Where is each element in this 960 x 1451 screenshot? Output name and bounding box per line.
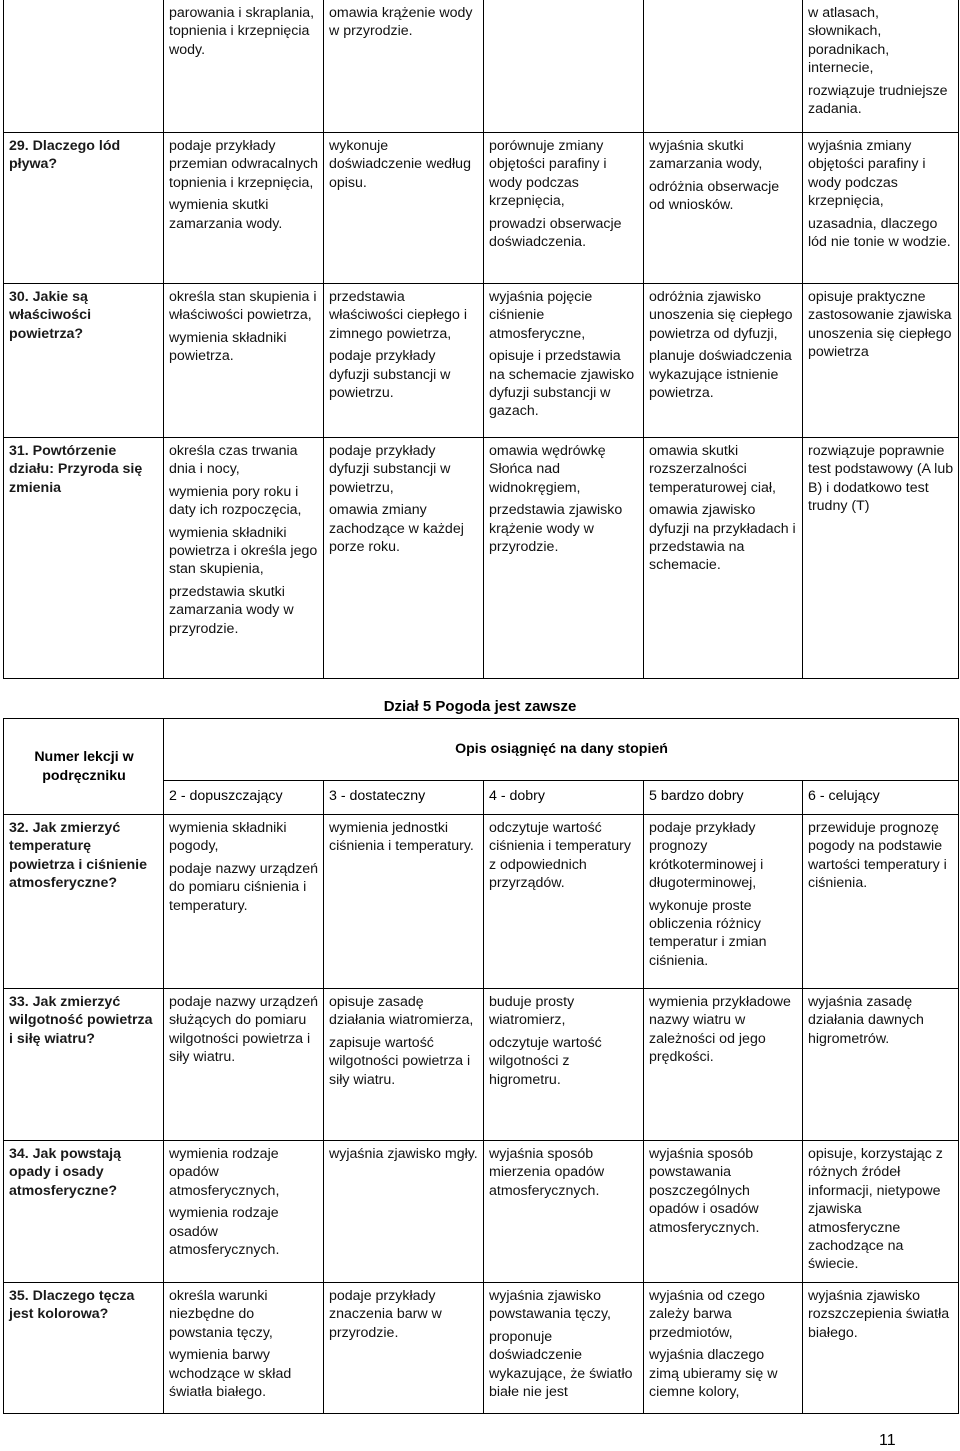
grade-2: 2 - dopuszczający <box>164 781 324 815</box>
requirement-text: omawia krążenie wody w przyrodzie. <box>329 5 473 40</box>
grade-2-cell <box>164 438 324 679</box>
grade-4-cell <box>484 284 644 438</box>
lesson-title: 35. Dlaczego tęcza jest kolorowa? <box>4 1283 164 1414</box>
requirement-text: wyjaśnia zjawisko mgły. <box>329 1146 478 1162</box>
requirement-text: opisuje praktyczne zastosowanie zjawiska unoszenia się ciepłego powietrza <box>808 289 952 361</box>
grade-6-cell <box>803 438 959 679</box>
grade-3-cell <box>324 815 484 989</box>
table-row <box>4 133 959 284</box>
requirement-text: wymienia pory roku i daty ich rozpoczęcia, <box>169 483 302 519</box>
grade-6-cell <box>803 1283 959 1414</box>
curriculum-table-bottom <box>3 718 959 1414</box>
requirement-text: odróżnia zjawisko unoszenia się ciepłego powietrza od dyfuzji, <box>649 289 793 342</box>
grade-6-cell <box>803 815 959 989</box>
requirement-text: wyjaśnia zjawisko rozszczepienia światła białego. <box>808 1288 950 1341</box>
requirement-text: wymienia rodzaje osadów atmosferycznych. <box>169 1205 280 1259</box>
grade-6-cell <box>803 0 959 133</box>
header-row <box>4 719 959 781</box>
grade-3-cell <box>324 1141 484 1283</box>
requirement-text: podaje przykłady znaczenia barw w przyrodzie. <box>329 1288 442 1341</box>
grade-3-cell <box>324 989 484 1141</box>
requirement-text: przedstawia właściwości ciepłego i zimnego powietrza, <box>329 289 467 342</box>
grade-4-cell <box>484 133 644 284</box>
requirement-text: omawia skutki rozszerzalności temperaturowej ciał, <box>649 443 776 496</box>
lesson-title: 31. Powtórzenie działu: Przyroda się zmienia <box>4 438 164 679</box>
lesson-title <box>4 0 164 133</box>
requirement-text: podaje nazwy urządzeń do pomiaru ciśnienia i temperatury. <box>169 860 319 914</box>
requirement-text: wyjaśnia dlaczego zimą ubieramy się w ciemne kolory, <box>649 1347 778 1401</box>
grade-5-cell <box>644 133 803 284</box>
grade-3-cell <box>324 438 484 679</box>
requirement-text: wymienia rodzaje opadów atmosferycznych, <box>169 1146 280 1199</box>
grade-2-cell <box>164 815 324 989</box>
department-title: Dział 5 Pogoda jest zawsze <box>383 698 577 715</box>
requirement-text: rozwiązuje trudniejsze zadania. <box>808 82 948 118</box>
requirement-text: wyjaśnia zjawisko powstawania tęczy, <box>489 1288 611 1323</box>
requirement-text: wykonuje doświadczenie według opisu. <box>329 138 471 191</box>
table-row <box>4 989 959 1141</box>
table-row <box>4 1283 959 1414</box>
grade-2-cell <box>164 133 324 284</box>
grade-2-cell <box>164 1141 324 1283</box>
table-row <box>4 438 959 679</box>
grade-3-cell <box>324 133 484 284</box>
grade-2-cell <box>164 0 324 133</box>
grade-6-cell <box>803 1141 959 1283</box>
requirement-text: zapisuje wartość wilgotności powietrza i siły wiatru. <box>329 1034 471 1088</box>
grade-5-cell <box>644 1141 803 1283</box>
lesson-title: 34. Jak powstają opady i osady atmosferyczne? <box>4 1141 164 1283</box>
requirement-text: w atlasach, słownikach, poradnikach, internecie, <box>808 5 890 77</box>
requirement-text: wyjaśnia zmiany objętości parafiny i wody podczas krzepnięcia, <box>808 138 926 210</box>
grade-5-cell <box>644 815 803 989</box>
requirement-text: wymienia barwy wchodzące w skład światła białego. <box>169 1347 292 1401</box>
grade-6-cell <box>803 133 959 284</box>
table-row <box>4 0 959 133</box>
grade-6-cell <box>803 284 959 438</box>
requirement-text: wyjaśnia sposób powstawania poszczególnych opadów i osadów atmosferycznych. <box>649 1146 760 1236</box>
grade-4-cell <box>484 438 644 679</box>
grade-2-cell <box>164 989 324 1141</box>
requirement-text: opisuje, korzystając z różnych źródeł informacji, nietypowe zjawiska atmosferyczne zachodzące na świecie. <box>808 1146 943 1273</box>
requirement-text: określa stan skupienia i właściwości powietrza, <box>169 289 317 324</box>
header-lesson-number: Numer lekcji w podręczniku <box>4 719 164 815</box>
grade-4: 4 - dobry <box>484 781 644 815</box>
requirement-text: opisuje zasadę działania wiatromierza, <box>329 994 474 1029</box>
requirement-text: rozwiązuje poprawnie test podstawowy (A lub B) i dodatkowo test trudny (T) <box>808 443 954 515</box>
requirement-text: proponuje doświadczenie wykazujące, że światło białe nie jest <box>489 1328 633 1401</box>
requirement-text: odróżnia obserwacje od wniosków. <box>649 178 780 214</box>
requirement-text: przewiduje prognozę pogody na podstawie wartości temperatury i ciśnienia. <box>808 820 947 892</box>
grade-5-cell <box>644 1283 803 1414</box>
requirement-text: wyjaśnia sposób mierzenia opadów atmosferycznych. <box>489 1146 605 1199</box>
requirement-text: wyjaśnia zasadę działania dawnych higrometrów. <box>808 994 924 1047</box>
lesson-title: 32. Jak zmierzyć temperaturę powietrza i ciśnienie atmosferyczne? <box>4 815 164 989</box>
grade-4-cell <box>484 1283 644 1414</box>
grade-6: 6 - celujący <box>803 781 959 815</box>
requirement-text: wyjaśnia skutki zamarzania wody, <box>649 138 763 173</box>
requirement-text: określa czas trwania dnia i nocy, <box>169 443 298 478</box>
requirement-text: wykonuje proste obliczenia różnicy temperatur i zmian ciśnienia. <box>649 897 767 969</box>
requirement-text: podaje przykłady prognozy krótkoterminowej i długoterminowej, <box>649 820 764 892</box>
header-description: Opis osiągnięć na dany stopień <box>164 719 959 781</box>
grade-4-cell <box>484 989 644 1141</box>
grade-3-cell <box>324 284 484 438</box>
requirement-text: wyjaśnia pojęcie ciśnienie atmosferyczne, <box>489 289 593 342</box>
curriculum-table-top <box>3 0 959 679</box>
requirement-text: wymienia składniki pogody, <box>169 820 287 855</box>
requirement-text: uzasadnia, dlaczego lód nie tonie w wodzie. <box>808 215 951 251</box>
requirement-text: wymienia składniki powietrza. <box>169 329 287 365</box>
grade-4-cell <box>484 815 644 989</box>
grade-3-cell <box>324 1283 484 1414</box>
grade-3: 3 - dostateczny <box>324 781 484 815</box>
requirement-text: omawia wędrówkę Słońca nad widnokręgiem, <box>489 443 606 496</box>
grade-4-cell <box>484 1141 644 1283</box>
requirement-text: porównuje zmiany objętości parafiny i wody podczas krzepnięcia, <box>489 138 607 210</box>
requirement-text: podaje przykłady przemian odwracalnych topnienia i krzepnięcia, <box>169 138 319 191</box>
requirement-text: omawia zmiany zachodzące w każdej porze roku. <box>329 502 464 556</box>
requirement-text: wymienia składniki powietrza i określa jego stan skupienia, <box>169 524 318 578</box>
grade-5: 5 bardzo dobry <box>644 781 803 815</box>
table-row <box>4 1141 959 1283</box>
requirement-text: przedstawia skutki zamarzania wody w przyrodzie. <box>169 583 294 637</box>
requirement-text: buduje prosty wiatromierz, <box>489 994 575 1029</box>
requirement-text: odczytuje wartość ciśnienia i temperatury z odpowiednich przyrządów. <box>489 820 631 892</box>
grade-5-cell <box>644 0 803 133</box>
requirement-text: określa warunki niezbędne do powstania tęczy, <box>169 1288 273 1341</box>
requirement-text: prowadzi obserwacje doświadczenia. <box>489 215 622 251</box>
grade-5-cell <box>644 438 803 679</box>
requirement-text: omawia zjawisko dyfuzji na przykładach i przedstawia na schemacie. <box>649 502 796 574</box>
requirement-text: wymienia jednostki ciśnienia i temperatury. <box>329 820 474 855</box>
table-row <box>4 284 959 438</box>
requirement-text: planuje doświadczenia wykazujące istnienie powietrza. <box>649 348 792 402</box>
requirement-text: podaje przykłady dyfuzji substancji w powietrzu, <box>329 443 451 496</box>
table-row <box>4 815 959 989</box>
requirement-text: wyjaśnia od czego zależy barwa przedmiotów, <box>649 1288 765 1341</box>
lesson-title: 30. Jakie są właściwości powietrza? <box>4 284 164 438</box>
requirement-text: opisuje i przedstawia na schemacie zjawisko dyfuzji substancji w gazach. <box>489 348 635 420</box>
grade-5-cell <box>644 989 803 1141</box>
grade-6-cell <box>803 989 959 1141</box>
lesson-title: 33. Jak zmierzyć wilgotność powietrza i siłę wiatru? <box>4 989 164 1141</box>
grade-3-cell <box>324 0 484 133</box>
grade-2-cell <box>164 284 324 438</box>
requirement-text: wymienia przykładowe nazwy wiatru w zależności od jego prędkości. <box>649 994 791 1066</box>
requirement-text: parowania i skraplania, topnienia i krzepnięcia wody. <box>169 5 315 58</box>
requirement-text: przedstawia zjawisko krążenie wody w przyrodzie. <box>489 502 623 556</box>
grade-2-cell <box>164 1283 324 1414</box>
requirement-text: odczytuje wartość wilgotności z higrometru. <box>489 1034 602 1088</box>
page-number: 11 <box>879 1432 896 1449</box>
grade-4-cell <box>484 0 644 133</box>
requirement-text: podaje przykłady dyfuzji substancji w powietrzu. <box>329 348 451 402</box>
lesson-title: 29. Dlaczego lód pływa? <box>4 133 164 284</box>
requirement-text: podaje nazwy urządzeń służących do pomiaru wilgotności powietrza i siły wiatru. <box>169 994 319 1066</box>
requirement-text: wymienia skutki zamarzania wody. <box>169 197 283 232</box>
grade-5-cell <box>644 284 803 438</box>
